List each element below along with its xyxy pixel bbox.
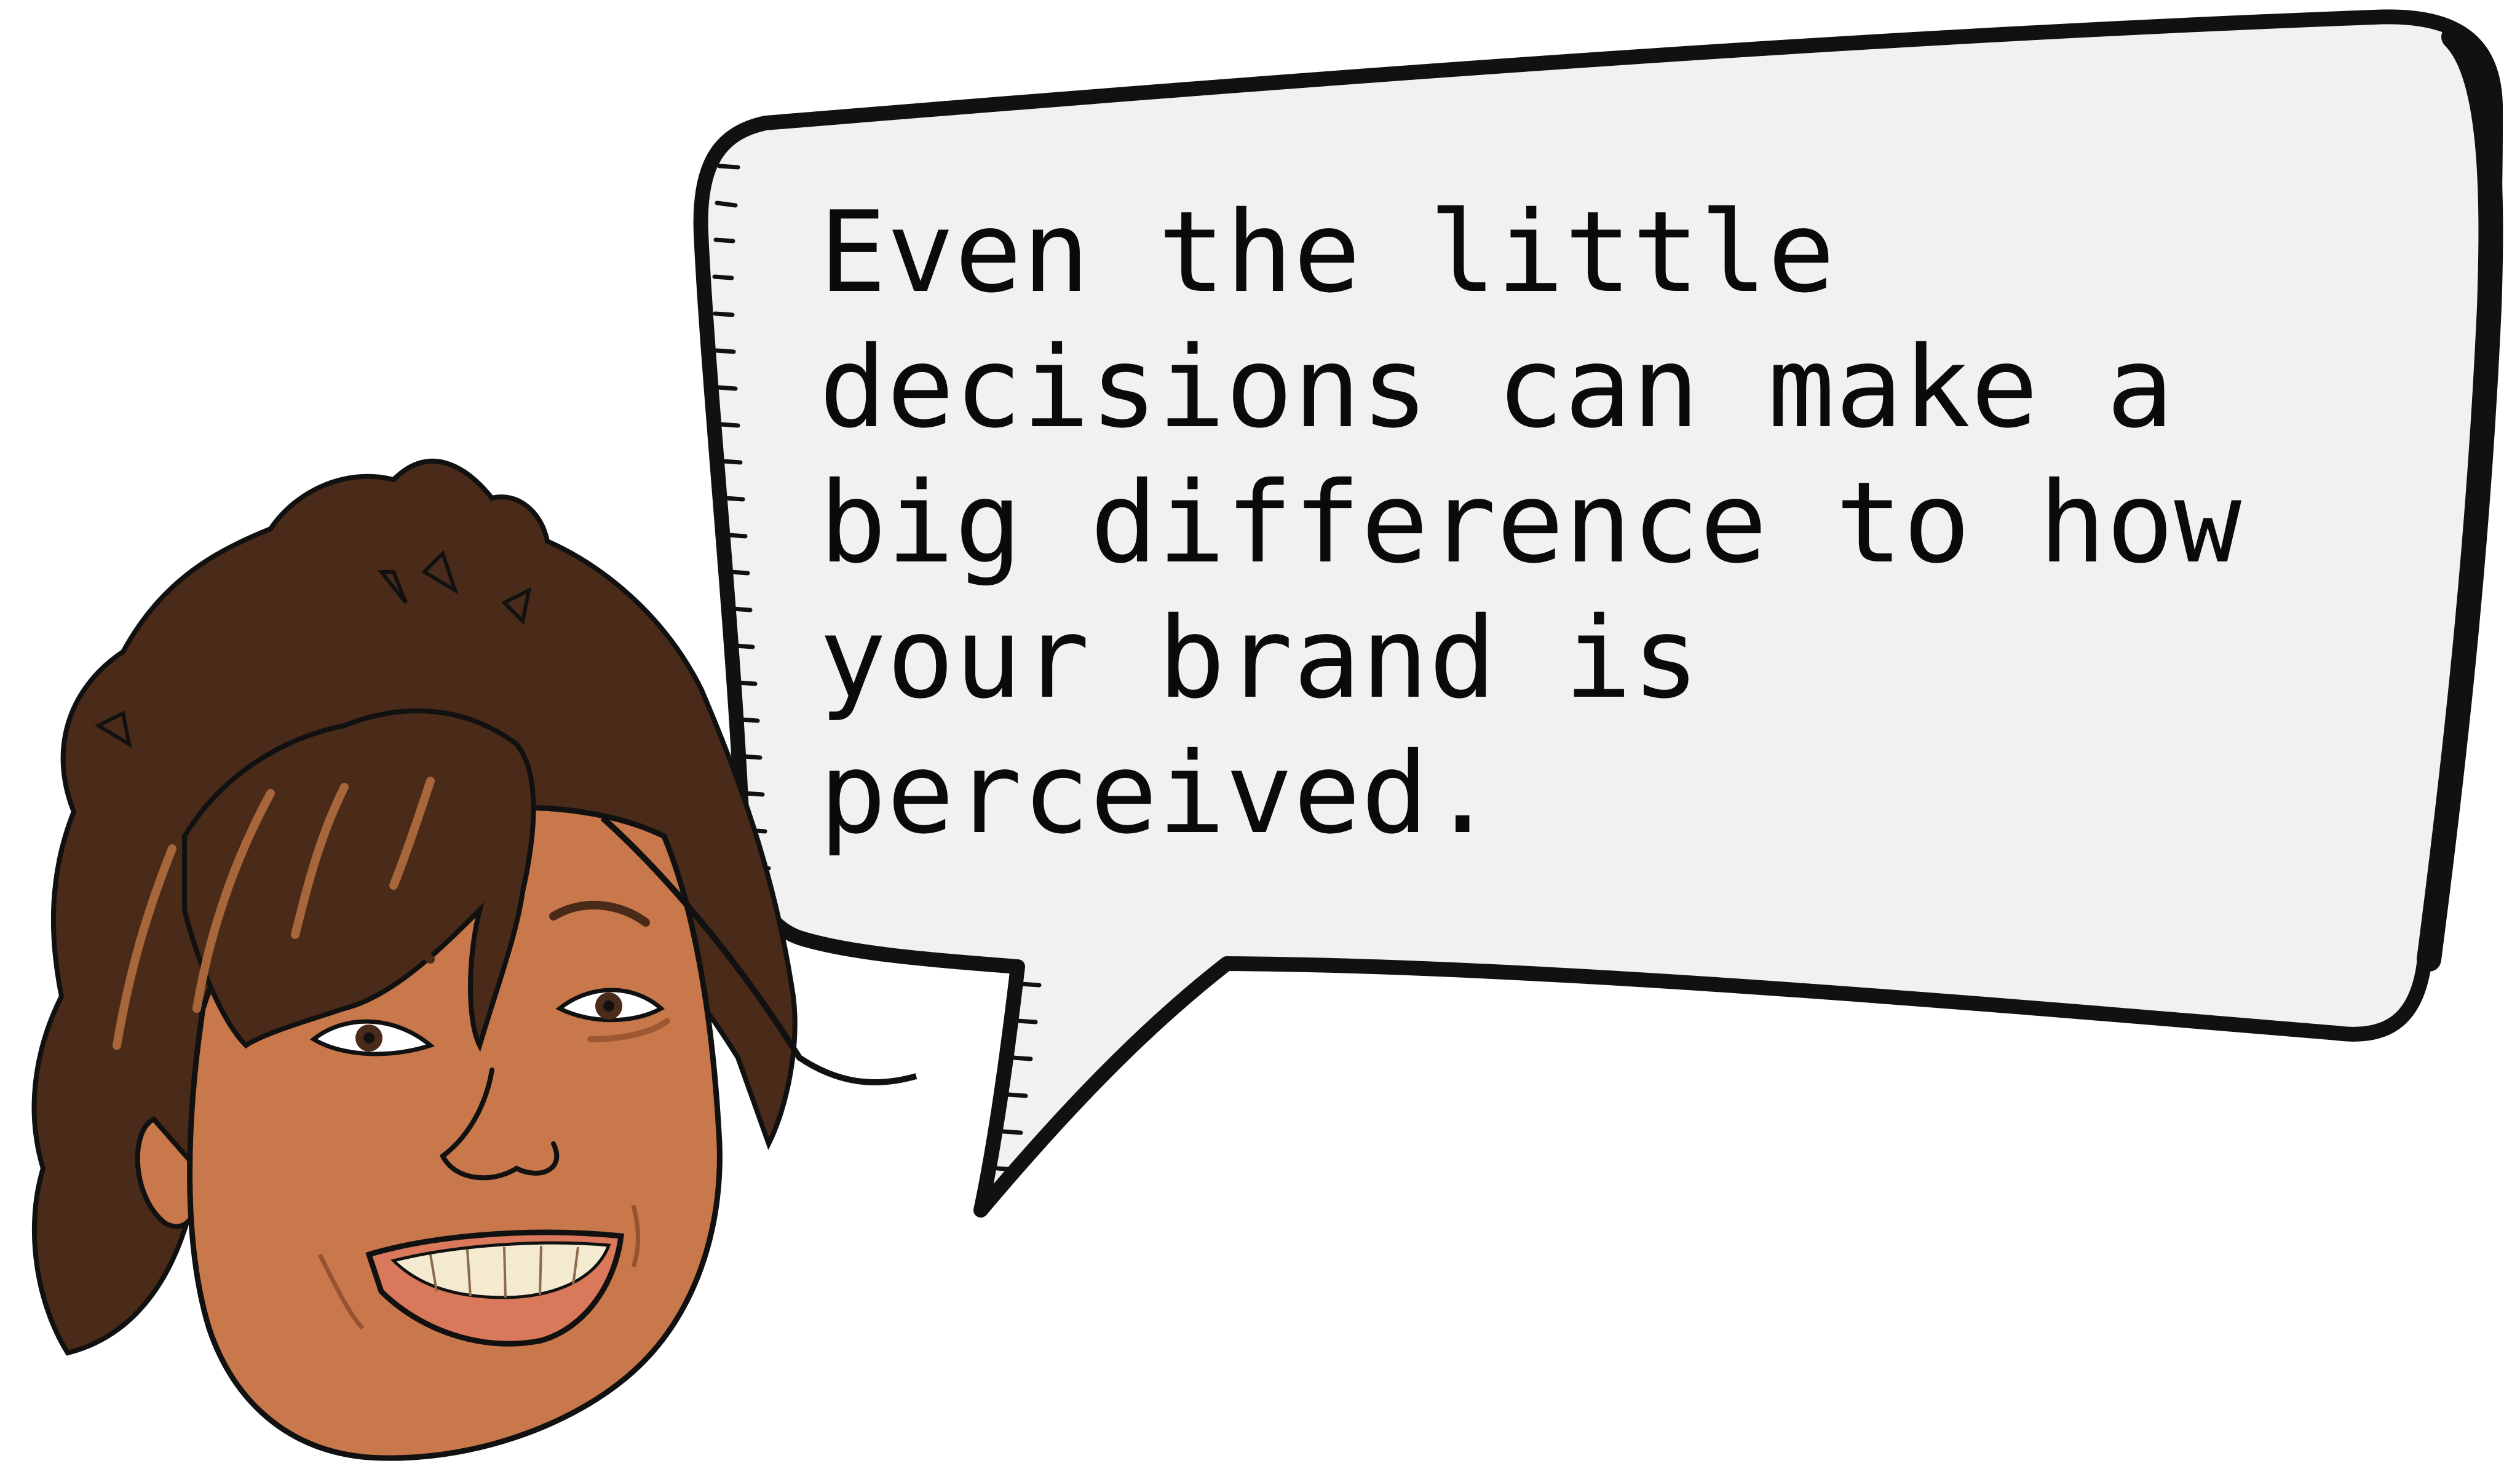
speech-line: perceived.: [819, 728, 1497, 858]
speech-line: your brand is: [819, 593, 1700, 723]
speech-line: Even the little: [819, 187, 1836, 317]
speech-line: big difference to how: [819, 458, 2242, 588]
speech-bubble-text: [819, 184, 2326, 861]
speech-line: decisions can make a: [819, 322, 2174, 453]
